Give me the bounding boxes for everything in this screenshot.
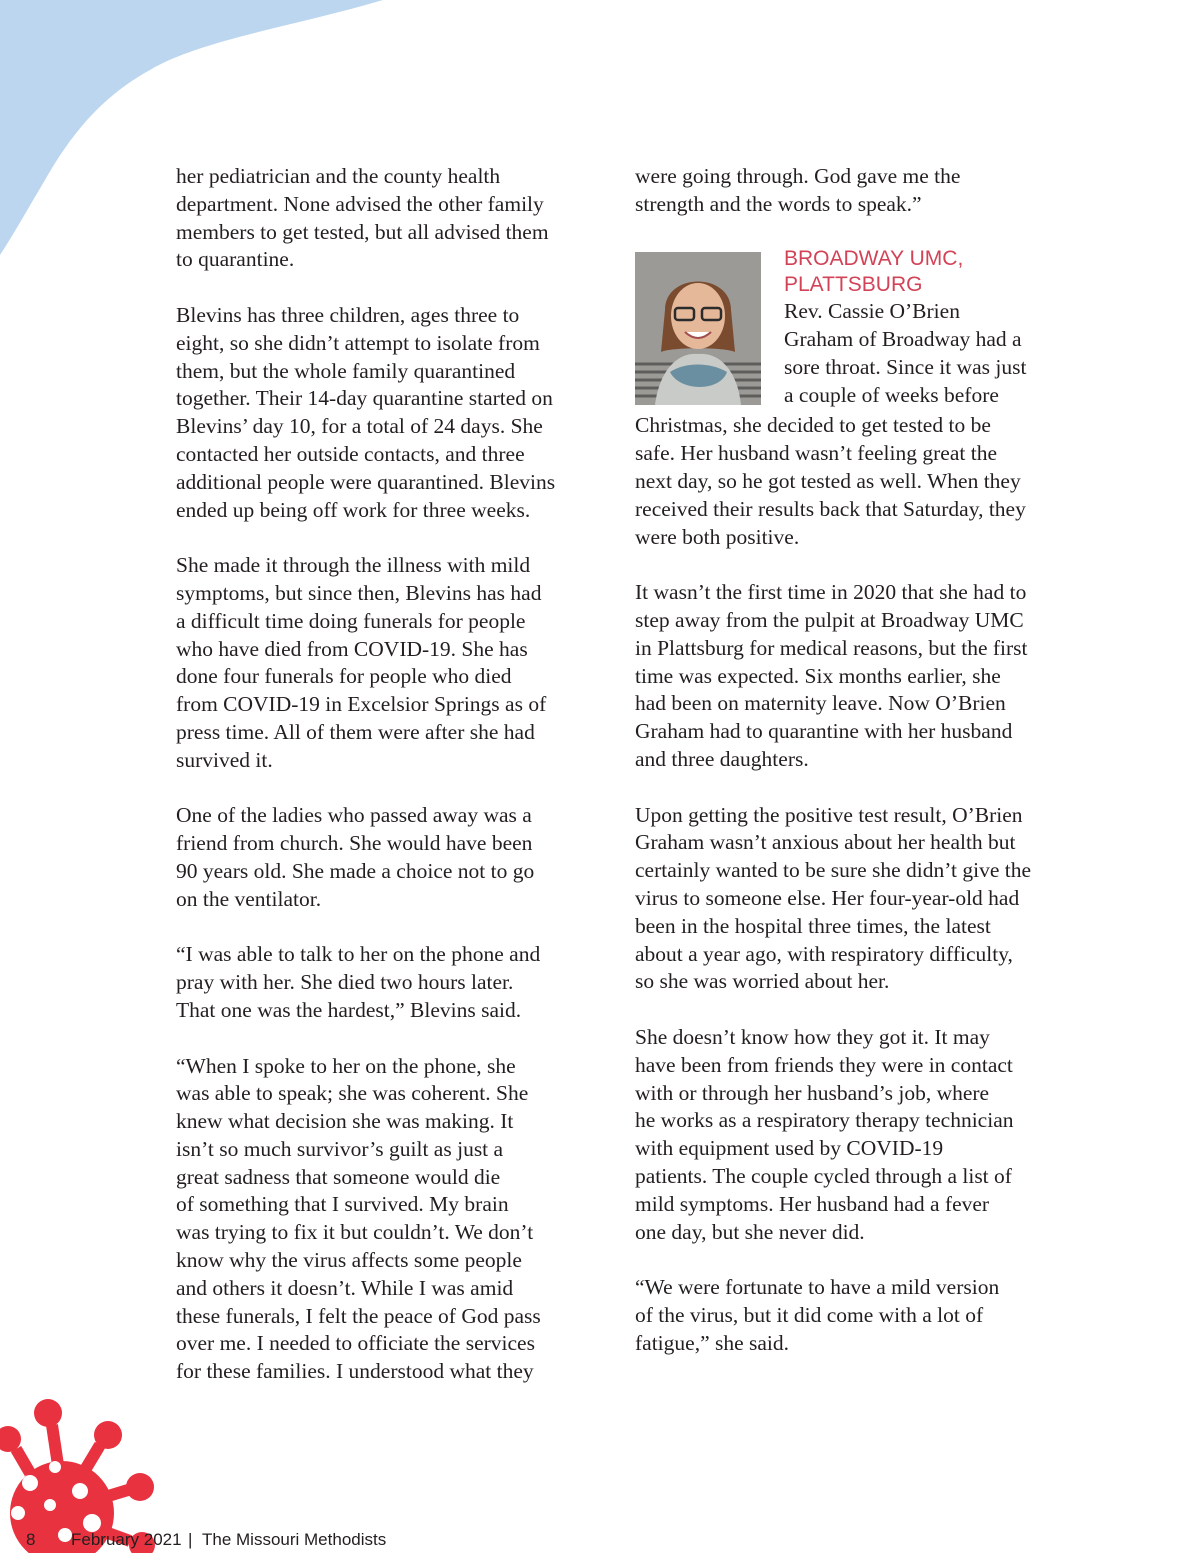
- paragraph: Blevins has three children, ages three to eight, so she didn’t attempt to isolate from them, but the whole family quarantined together. Their 14-day quarantine started on Blevins’ day 10, for a total of 24 days. She contacted her outside contacts, and three additional people were quarantined. Blevins ended up being off work for three weeks.: [176, 302, 556, 522]
- issue-date: February 2021: [71, 1530, 182, 1549]
- paragraph: her pediatrician and the county health department. None advised the other family members to get tested, but all advised them to quarantine.: [176, 164, 549, 272]
- paragraph: One of the ladies who passed away was a friend from church. She would have been 90 years old. She made a choice not to go on the ventilator.: [176, 803, 535, 911]
- paragraph: It wasn’t the first time in 2020 that she had to step away from the pulpit at Broadway UMC in Plattsburg for medical reasons, but the first time was expected. Six months earlier, she had been on maternity leave. Now O’Brien Graham had to quarantine with her husband and three daughters.: [635, 580, 1028, 771]
- page-footer: [0, 1530, 600, 1562]
- paragraph: She made it through the illness with mild symptoms, but since then, Blevins has had a difficult time doing funerals for people who have died from COVID-19. She has done four funerals for people who died from COVID-19 in Excelsior Springs as of press time. All of them were after she had survived it.: [176, 553, 547, 772]
- portrait-photo: [635, 252, 761, 405]
- footer-separator: |: [188, 1530, 193, 1549]
- paragraph: She doesn’t know how they got it. It may have been from friends they were in contact with or through her husband’s job, where he works as a respiratory therapy technician with equipment used by COVID-19 patients. The couple cycled through a list of mild symptoms. Her husband had a fever one day, but she never did.: [635, 1024, 1014, 1244]
- paragraph: Upon getting the positive test result, O’Brien Graham wasn’t anxious about her health but certainly wanted to be sure she didn’t give the virus to someone else. Her four-year-old had been in the hospital three times, the latest about a year ago, with respiratory difficulty, so she was worried about her.: [635, 802, 1032, 994]
- section-side: [784, 246, 1044, 409]
- paragraph: “We were fortunate to have a mild version of the virus, but it did come with a lot of fatigue,” she said.: [635, 1275, 1000, 1355]
- right-column: [635, 163, 1035, 1385]
- magazine-title: The Missouri Methodists: [202, 1530, 387, 1549]
- paragraph: “When I spoke to her on the phone, she was able to speak; she was coherent. She knew what decision she was making. It isn’t so much survivor’s guilt as just a great sadness that someone would die of something that I survived. My brain was trying to fix it but couldn’t. We don’t know why the virus affects some people and others it doesn’t. While I was amid these funerals, I felt the peace of God pass over me. I needed to officiate the services for these families. I understood what they: [176, 1053, 541, 1384]
- left-column: [176, 163, 576, 1414]
- section-intro-side: Rev. Cassie O’Brien Graham of Broadway had a sore throat. Since it was just a couple of weeks before: [784, 299, 1027, 407]
- page-number: 8: [26, 1530, 36, 1549]
- section-heading: BROADWAY UMC, PLATTSBURG: [784, 247, 964, 297]
- section-header-block: [635, 246, 1035, 412]
- paragraph: “I was able to talk to her on the phone and pray with her. She died two hours later. That one was the hardest,” Blevins said.: [176, 942, 541, 1022]
- paragraph: were going through. God gave me the strength and the words to speak.”: [635, 164, 961, 216]
- paragraph: Christmas, she decided to get tested to be safe. Her husband wasn’t feeling great the next day, so he got tested as well. When they received their results back that Saturday, they were both positive.: [635, 413, 1026, 549]
